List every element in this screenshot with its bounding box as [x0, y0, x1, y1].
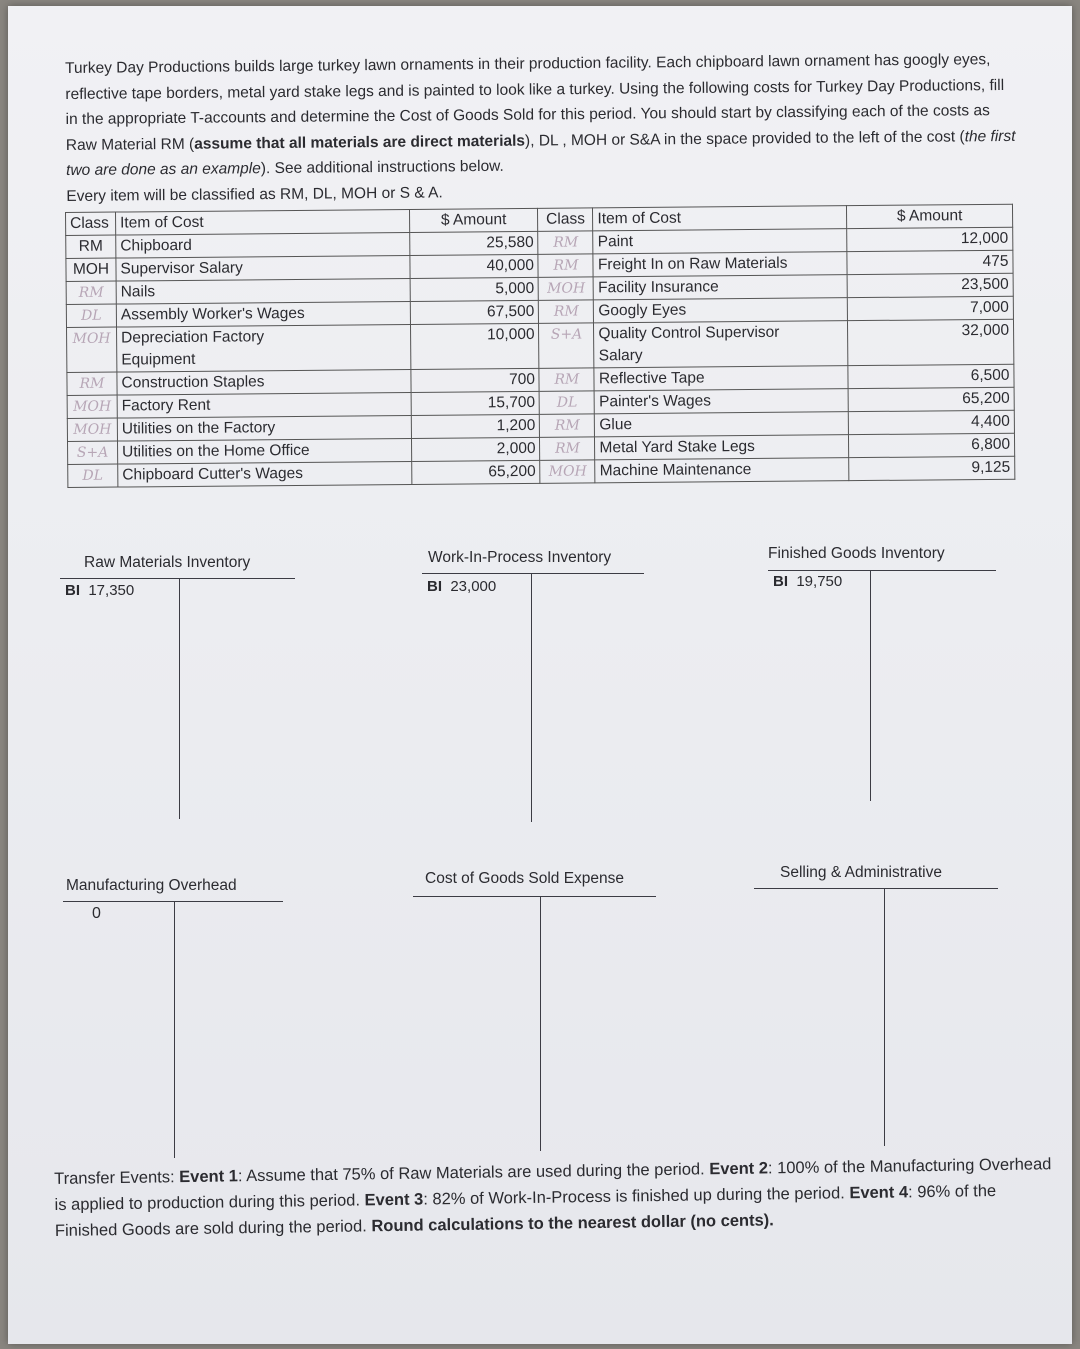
- header-item-left: Item of Cost: [115, 209, 409, 235]
- finished-goods-bi: BI 19,750: [773, 573, 843, 590]
- cell-text: 6,500: [970, 366, 1010, 385]
- cost-cell-right-class: [539, 300, 594, 323]
- cost-cell-left-amount: [411, 414, 540, 438]
- cell-text: Supervisor Salary: [120, 259, 243, 278]
- handwritten-class: MOH: [73, 421, 112, 438]
- cost-cell-right-amount: [848, 296, 1014, 320]
- cell-text-line2: Equipment: [121, 350, 196, 369]
- cost-cell-left-class: [68, 464, 118, 487]
- cell-text: Freight In on Raw Materials: [597, 254, 788, 274]
- cost-cell-left-item: [116, 324, 410, 372]
- cost-cell-right-item: [595, 389, 849, 414]
- cost-cell-right-amount: [849, 456, 1015, 480]
- cell-text: 15,700: [487, 393, 536, 412]
- cost-cell-right-item: [594, 366, 848, 391]
- raw-materials-hline: [60, 578, 295, 579]
- handwritten-class: RM: [78, 284, 104, 301]
- cost-cell-left-amount: [411, 368, 540, 392]
- cell-text: RM: [78, 237, 103, 255]
- cell-text: 6,800: [971, 435, 1011, 454]
- cell-text: Nails: [120, 283, 156, 301]
- handwritten-class: RM: [553, 303, 579, 320]
- handwritten-class: RM: [79, 375, 105, 392]
- cost-cell-right-amount: [847, 227, 1013, 251]
- transfer-events: Transfer Events: Event 1: Assume that 75% of Raw Materials are used during the period. Event 2: 100% of the Manufacturing Overhead is applied to production during this period. Event 3: 82% of Work-In-Process is finished up during the period. Event 4: 96% of the Finished Goods are sold during the period. Round calculations to the nearest dollar (no cents).: [54, 1155, 1052, 1240]
- sa-vline: [884, 889, 885, 1146]
- cost-cell-left-amount: [411, 460, 540, 484]
- cost-cell-left-amount: [410, 277, 539, 301]
- cost-cell-left-item: [116, 278, 410, 304]
- handwritten-class: RM: [555, 440, 581, 457]
- handwritten-class: MOH: [72, 330, 111, 347]
- cost-cell-left-item: [117, 438, 411, 464]
- sa-title: Selling & Administrative: [780, 864, 942, 881]
- worksheet-page: [8, 6, 1072, 1344]
- finished-goods-vline: [870, 571, 871, 801]
- cost-cell-right-class: [539, 368, 594, 391]
- cell-text: Quality Control Supervisor: [598, 323, 780, 343]
- cost-cell-right-amount: [849, 410, 1015, 434]
- handwritten-class: DL: [81, 307, 102, 324]
- raw-materials-title: Raw Materials Inventory: [84, 554, 251, 571]
- cost-cell-left-amount: [410, 254, 539, 278]
- cell-text: MOH: [72, 260, 110, 278]
- cost-cell-right-item: [594, 298, 848, 323]
- cost-cell-right-class: [538, 254, 593, 277]
- cell-text: Googly Eyes: [598, 301, 687, 320]
- cost-cell-left-item: [118, 461, 412, 487]
- cell-text: 2,000: [496, 439, 536, 458]
- cell-text: Chipboard: [120, 236, 192, 255]
- cell-text: 12,000: [960, 229, 1009, 248]
- cell-text: Chipboard Cutter's Wages: [122, 464, 304, 484]
- cost-table: [65, 204, 1015, 498]
- handwritten-class: MOH: [547, 280, 586, 297]
- intro-italic: the first two are done as an example: [66, 127, 1016, 180]
- cost-cell-left-amount: [409, 231, 538, 255]
- cost-cell-right-amount: [848, 319, 1014, 365]
- handwritten-class: MOH: [548, 463, 587, 480]
- intro-classification-line: Every item will be classified as RM, DL, MOH or S & A.: [66, 184, 443, 205]
- cell-text: Facility Insurance: [598, 278, 719, 297]
- cell-text-line2: Salary: [598, 346, 643, 365]
- cost-cell-right-item: [593, 252, 847, 277]
- sa-hline: [754, 888, 998, 889]
- cost-cell-left-class: [66, 281, 116, 304]
- cell-text: 700: [508, 370, 536, 389]
- cogs-hline: [413, 896, 656, 897]
- handwritten-class: RM: [553, 234, 579, 251]
- cost-cell-left-class: [68, 441, 118, 464]
- cell-text: Assembly Worker's Wages: [120, 304, 305, 324]
- cost-cell-right-item: [593, 229, 847, 254]
- cost-cell-left-class: [67, 395, 117, 418]
- cost-cell-left-amount: [410, 300, 539, 324]
- intro-text-2: ), DL , MOH or S&A in the space provided to the left of the cost (: [524, 128, 965, 150]
- cell-text: Glue: [599, 416, 633, 434]
- cell-text: 40,000: [486, 256, 535, 275]
- cost-cell-right-amount: [847, 273, 1013, 297]
- wip-hline: [422, 573, 644, 574]
- handwritten-class: RM: [554, 371, 580, 388]
- cost-cell-right-amount: [849, 433, 1015, 457]
- cost-cell-right-item: [595, 435, 849, 460]
- cost-cell-left-item: [116, 255, 410, 281]
- cost-cell-right-class: [538, 231, 593, 254]
- cell-text: Metal Yard Stake Legs: [599, 437, 755, 457]
- wip-bi: BI 23,000: [427, 578, 497, 595]
- header-amount-right: $ Amount: [847, 204, 1013, 228]
- cell-text: Depreciation Factory: [121, 328, 265, 347]
- cost-cell-right-amount: [847, 250, 1013, 274]
- raw-materials-bi: BI 17,350: [65, 582, 135, 599]
- cost-cell-right-class: [539, 277, 594, 300]
- cost-cell-right-item: [595, 458, 849, 483]
- cell-text: 475: [982, 252, 1009, 270]
- wip-title: Work-In-Process Inventory: [428, 549, 612, 566]
- instructions-paragraph: [65, 47, 1021, 210]
- handwritten-class: RM: [554, 417, 580, 434]
- cell-text: 23,500: [961, 275, 1009, 294]
- intro-text-3: ). See additional instructions below.: [260, 158, 504, 178]
- cell-text: 65,200: [962, 389, 1010, 408]
- header-item-right: Item of Cost: [593, 206, 847, 231]
- handwritten-class: MOH: [73, 398, 112, 415]
- cell-text: Factory Rent: [121, 396, 211, 415]
- moh-title: Manufacturing Overhead: [66, 877, 237, 894]
- cell-text: Reflective Tape: [598, 369, 705, 388]
- cell-text: 1,200: [496, 416, 536, 435]
- cost-cell-left-class: [67, 418, 117, 441]
- handwritten-class: S+A: [550, 326, 583, 343]
- handwritten-class: DL: [82, 467, 104, 484]
- header-class-left: Class: [66, 212, 116, 235]
- cell-text: 7,000: [969, 298, 1009, 317]
- cell-text: Paint: [597, 233, 634, 251]
- cost-cell-left-class: [66, 235, 116, 258]
- cell-text: Machine Maintenance: [599, 461, 752, 480]
- cost-cell-right-amount: [848, 364, 1014, 388]
- cost-cell-left-class: [67, 372, 117, 395]
- cell-text: Utilities on the Factory: [121, 419, 276, 438]
- cost-cell-right-class: [540, 437, 595, 460]
- cogs-vline: [540, 897, 541, 1151]
- cost-cell-left-class: [67, 327, 117, 372]
- raw-materials-vline: [179, 579, 180, 819]
- cost-cell-right-amount: [848, 387, 1014, 411]
- wip-vline: [531, 574, 532, 822]
- cell-text: 10,000: [487, 325, 535, 344]
- moh-opening-balance: 0: [92, 905, 101, 922]
- moh-vline: [174, 902, 175, 1158]
- cell-text: 4,400: [970, 412, 1010, 431]
- intro-bold: assume that all materials are direct materials: [194, 132, 526, 153]
- cell-text: 5,000: [495, 279, 535, 298]
- intro-text-1: Turkey Day Productions builds large turkey lawn ornaments in their production facility. Each chipboard lawn ornament has googly eyes, reflective tape borders, metal yard stake legs and is painted to look like a turkey. Using the following costs for Turkey Day Productions, fill in the appropriate T-accounts and determine the Cost of Goods Sold for this period. You should start by classifying each of the costs as Raw Material RM (: [65, 51, 1005, 154]
- cell-text: Painter's Wages: [599, 392, 711, 411]
- cell-text: Construction Staples: [121, 373, 265, 392]
- cost-cell-right-item: [594, 275, 848, 300]
- cost-cell-left-item: [117, 392, 411, 418]
- moh-hline: [63, 901, 283, 902]
- cell-text: Utilities on the Home Office: [122, 441, 310, 461]
- header-class-right: Class: [538, 208, 593, 231]
- finished-goods-hline: [768, 570, 996, 571]
- cost-cell-right-item: [594, 321, 848, 368]
- cost-cell-left-item: [117, 415, 411, 441]
- cost-cell-right-class: [540, 460, 595, 483]
- cost-cell-left-class: [66, 304, 116, 327]
- cogs-title: Cost of Goods Sold Expense: [425, 870, 625, 887]
- cell-text: 65,200: [488, 462, 536, 481]
- cost-cell-left-item: [117, 369, 411, 395]
- header-amount-left: $ Amount: [409, 208, 538, 232]
- handwritten-class: RM: [553, 257, 579, 274]
- cost-cell-right-class: [540, 391, 595, 414]
- finished-goods-title: Finished Goods Inventory: [768, 545, 945, 562]
- cost-cell-left-item: [116, 232, 410, 258]
- cell-text: 32,000: [961, 321, 1010, 340]
- cost-cell-right-item: [595, 412, 849, 437]
- cost-cell-right-class: [540, 414, 595, 437]
- cell-text: 67,500: [486, 302, 535, 321]
- cell-text: 25,580: [486, 233, 534, 252]
- cost-cell-right-class: [539, 323, 594, 368]
- cost-cell-left-item: [116, 301, 410, 327]
- cost-cell-left-amount: [411, 391, 540, 415]
- handwritten-class: S+A: [76, 444, 109, 461]
- cost-cell-left-amount: [411, 437, 540, 461]
- cost-cell-left-class: [66, 258, 116, 281]
- cell-text: 9,125: [971, 458, 1011, 477]
- handwritten-class: DL: [556, 394, 578, 411]
- cost-cell-left-amount: [410, 323, 539, 369]
